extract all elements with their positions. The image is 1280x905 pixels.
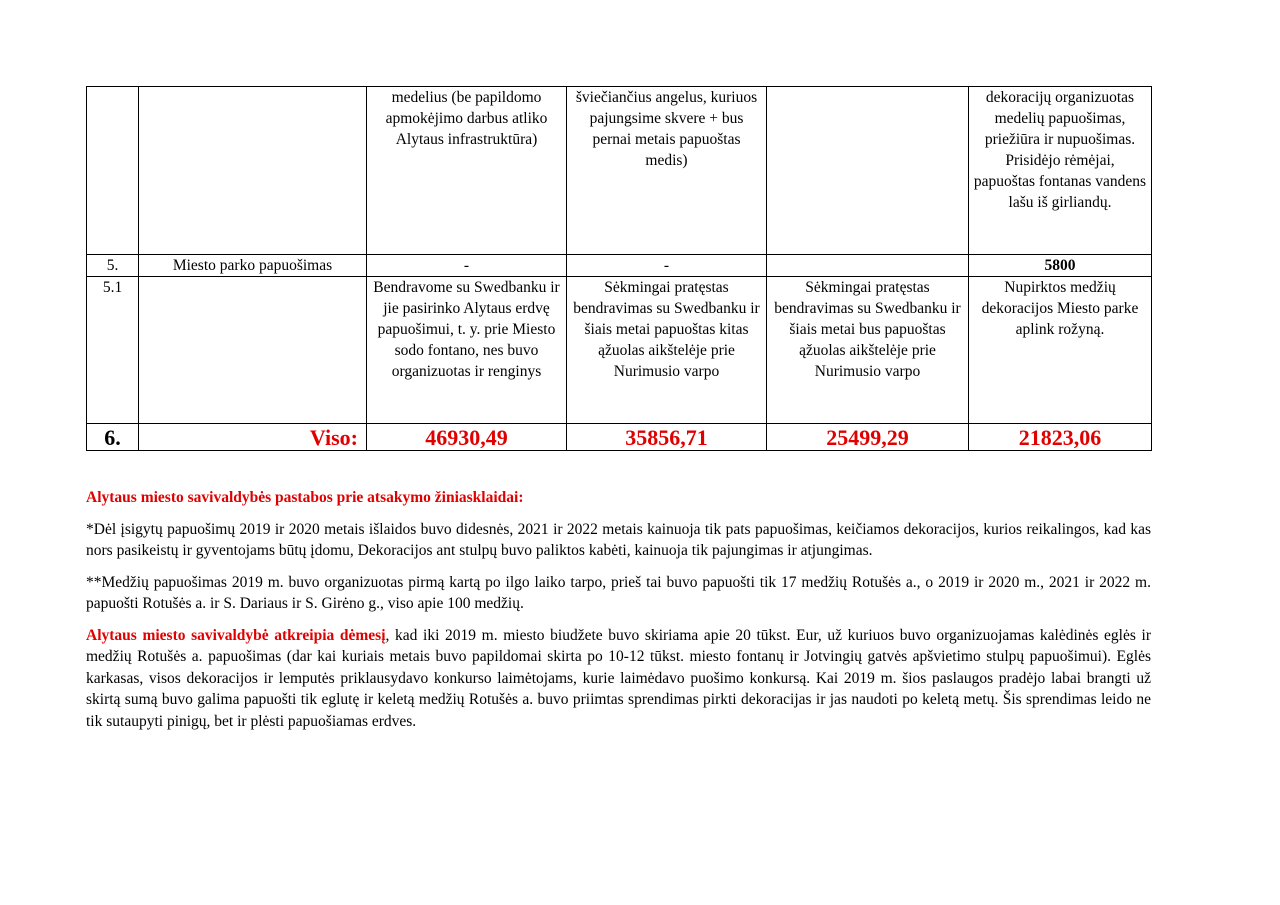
note-paragraph-3: [86, 625, 1151, 733]
row-number: [87, 87, 139, 255]
total-row: [87, 424, 1152, 451]
note-paragraph-3-lead: Alytaus miesto savivaldybė atkreipia dėmesį: [86, 626, 386, 644]
cell-2021: [767, 255, 969, 277]
total-row-number: 6.: [87, 424, 139, 451]
table-row: [87, 87, 1152, 255]
row-name: [139, 277, 367, 424]
cell-2022: 5800: [969, 255, 1152, 277]
notes-section: [86, 487, 1151, 742]
cell-2021: [767, 87, 969, 255]
row-number: 5.1: [87, 277, 139, 424]
row-name: [139, 87, 367, 255]
notes-heading: Alytaus miesto savivaldybės pastabos prie atsakymo žiniasklaidai:: [86, 489, 524, 506]
cell-2020: -: [567, 255, 767, 277]
row-name: Miesto parko papuošimas: [139, 255, 367, 277]
cell-2019: medelius (be papildomo apmokėjimo darbus atliko Alytaus infrastruktūra): [367, 87, 567, 255]
cell-2020: Sėkmingai pratęstas bendravimas su Swedbanku ir šiais metai papuoštas kitas ąžuolas aikštelėje prie Nurimusio varpo: [567, 277, 767, 424]
expenses-table: [86, 86, 1152, 451]
total-2022: 21823,06: [969, 424, 1152, 451]
table-row: [87, 277, 1152, 424]
note-paragraph-2: **Medžių papuošimas 2019 m. buvo organizuotas pirmą kartą po ilgo laiko tarpo, prieš tai buvo papuošti tik 17 medžių Rotušės a., o 2019 ir 2020 m., 2021 ir 2022 m. papuošti Rotušės a. ir S. Dariaus ir S. Girėno g., viso apie 100 medžių.: [86, 573, 1151, 612]
total-2021: 25499,29: [767, 424, 969, 451]
cell-2020: šviečiančius angelus, kuriuos pajungsime skvere + bus pernai metais papuoštas medis): [567, 87, 767, 255]
note-paragraph-3-body: , kad iki 2019 m. miesto biudžete buvo skiriama apie 20 tūkst. Eur, už kuriuos buvo organizuojamas kalėdinės eglės ir medžių Rotušės a. papuošimas (dar kai kuriais metais buvo papildomai skirta po 10-12 tūkst. miesto fontanų ir Jotvingių gatvės apšvietimo stulpų papuošimui). Eglės karkasas, visos dekoracijos ir lemputės priklausydavo konkurso laimėtojams, kurie laimėdavo puošimo konkursą. Kai 2019 m. šios paslaugos pradėjo labai brangti už skirtą sumą buvo galima papuošti tik eglutę ir keletą medžių Rotušės a. buvo priimtas sprendimas pirkti dekoracijas ir jas naudoti po keletą metų. Šis sprendimas leido ne tik sutaupyti pinigų, bet ir plėsti papuošiamas erdves.: [86, 626, 1151, 730]
cell-2019: -: [367, 255, 567, 277]
note-paragraph-1: *Dėl įsigytų papuošimų 2019 ir 2020 metais išlaidos buvo didesnės, 2021 ir 2022 metais kainuoja tik pats papuošimas, keičiamos dekoracijos, kurios reikalingos, kad kas nors pasikeistų ir gyventojams būtų įdomu, Dekoracijos ant stulpų buvo paliktos kabėti, kainuoja tik pajungimas ir atjungimas.: [86, 520, 1151, 559]
total-label: Viso:: [139, 424, 367, 451]
row-number: 5.: [87, 255, 139, 277]
cell-2019: Bendravome su Swedbanku ir jie pasirinko Alytaus erdvę papuošimui, t. y. prie Miesto sodo fontano, nes buvo organizuotas ir renginys: [367, 277, 567, 424]
cell-2021: Sėkmingai pratęstas bendravimas su Swedbanku ir šiais metai bus papuoštas ąžuolas aikštelėje prie Nurimusio varpo: [767, 277, 969, 424]
total-2019: 46930,49: [367, 424, 567, 451]
table-row: [87, 255, 1152, 277]
cell-2022: dekoracijų organizuotas medelių papuošimas, priežiūra ir nupuošimas. Prisidėjo rėmėjai, papuoštas fontanas vandens lašu iš girliandų.: [969, 87, 1152, 255]
cell-2022: Nupirktos medžių dekoracijos Miesto parke aplink rožyną.: [969, 277, 1152, 424]
total-2020: 35856,71: [567, 424, 767, 451]
